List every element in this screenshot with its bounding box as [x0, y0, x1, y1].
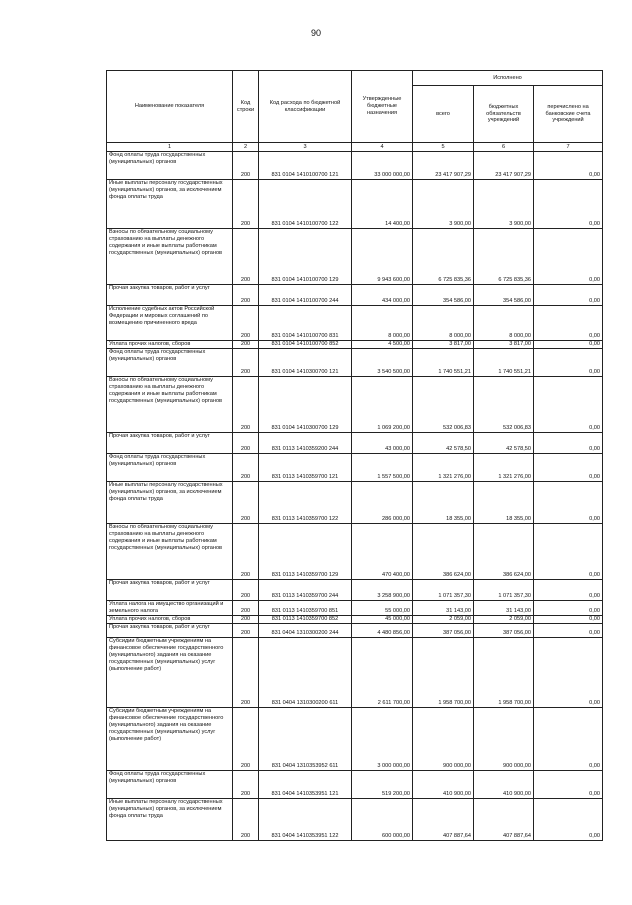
- row-approved-amount: 4 480 856,00: [352, 623, 413, 637]
- row-expense-code: 831 0104 1410100700 121: [259, 152, 352, 180]
- row-expense-code: 831 0113 1410359700 129: [259, 523, 352, 579]
- row-executed-bank-transfers: 0,00: [534, 453, 603, 481]
- row-expense-code: 831 0104 1410300700 121: [259, 348, 352, 376]
- table-row: [107, 453, 603, 481]
- row-executed-total: 23 417 907,29: [413, 152, 474, 180]
- row-expense-code: 831 0104 1410100700 244: [259, 285, 352, 306]
- table-row: [107, 637, 603, 707]
- row-executed-bank-transfers: 0,00: [534, 376, 603, 432]
- row-approved-amount: 470 400,00: [352, 523, 413, 579]
- table-row: [107, 152, 603, 180]
- row-line-code: 200: [233, 453, 259, 481]
- row-line-code: 200: [233, 306, 259, 341]
- row-name: Уплата прочих налогов, сборов: [107, 341, 233, 349]
- row-executed-total: 31 143,00: [413, 600, 474, 615]
- row-executed-obligations: 2 059,00: [474, 615, 534, 623]
- column-number: 7: [534, 143, 603, 152]
- row-name: Фонд оплаты труда государственных (муниципальных) органов: [107, 453, 233, 481]
- row-name: Прочая закупка товаров, работ и услуг: [107, 623, 233, 637]
- row-name: Фонд оплаты труда государственных (муниципальных) органов: [107, 152, 233, 180]
- table-row: [107, 523, 603, 579]
- row-executed-total: 532 006,83: [413, 376, 474, 432]
- column-number: 2: [233, 143, 259, 152]
- row-expense-code: 831 0104 1410100700 831: [259, 306, 352, 341]
- row-line-code: 200: [233, 579, 259, 600]
- row-name: Прочая закупка товаров, работ и услуг: [107, 579, 233, 600]
- row-executed-bank-transfers: 0,00: [534, 523, 603, 579]
- row-executed-total: 410 900,00: [413, 770, 474, 798]
- row-approved-amount: 1 557 500,00: [352, 453, 413, 481]
- row-executed-bank-transfers: 0,00: [534, 229, 603, 285]
- row-executed-obligations: 354 586,00: [474, 285, 534, 306]
- row-expense-code: 831 0113 1410359700 122: [259, 481, 352, 523]
- row-expense-code: 831 0104 1410100700 129: [259, 229, 352, 285]
- row-executed-bank-transfers: 0,00: [534, 637, 603, 707]
- row-executed-total: 900 000,00: [413, 707, 474, 770]
- row-name: Фонд оплаты труда государственных (муниципальных) органов: [107, 348, 233, 376]
- row-executed-bank-transfers: 0,00: [534, 798, 603, 840]
- row-executed-obligations: 3 817,00: [474, 341, 534, 349]
- row-line-code: 200: [233, 770, 259, 798]
- row-executed-total: 1 071 357,30: [413, 579, 474, 600]
- row-approved-amount: 3 000 000,00: [352, 707, 413, 770]
- row-executed-bank-transfers: 0,00: [534, 341, 603, 349]
- header-budget-obligations: бюджетных обязательств учреждений: [474, 86, 534, 143]
- row-line-code: 200: [233, 348, 259, 376]
- page-number: 90: [310, 28, 321, 38]
- row-executed-bank-transfers: 0,00: [534, 306, 603, 341]
- row-line-code: 200: [233, 637, 259, 707]
- row-approved-amount: 8 000,00: [352, 306, 413, 341]
- table-row: [107, 432, 603, 453]
- row-line-code: 200: [233, 615, 259, 623]
- row-name: Субсидии бюджетным учреждениям на финансовое обеспечение государственного (муниципального) задания на оказание государственных (муниципальных) услуг (выполнение работ): [107, 637, 233, 707]
- row-executed-bank-transfers: 0,00: [534, 770, 603, 798]
- row-approved-amount: 33 000 000,00: [352, 152, 413, 180]
- column-number: 3: [259, 143, 352, 152]
- row-approved-amount: 55 000,00: [352, 600, 413, 615]
- table-row: [107, 615, 603, 623]
- row-executed-total: 3 817,00: [413, 341, 474, 349]
- row-name: Уплата прочих налогов, сборов: [107, 615, 233, 623]
- row-executed-total: 386 624,00: [413, 523, 474, 579]
- row-approved-amount: 1 069 200,00: [352, 376, 413, 432]
- table-row: [107, 798, 603, 840]
- row-executed-bank-transfers: 0,00: [534, 285, 603, 306]
- row-approved-amount: 3 258 900,00: [352, 579, 413, 600]
- row-executed-total: 354 586,00: [413, 285, 474, 306]
- table-row: [107, 579, 603, 600]
- row-approved-amount: 4 500,00: [352, 341, 413, 349]
- row-approved-amount: 43 000,00: [352, 432, 413, 453]
- row-name: Субсидии бюджетным учреждениям на финансовое обеспечение государственного (муниципального) задания на оказание государственных (муниципальных) услуг (выполнение работ): [107, 707, 233, 770]
- row-executed-total: 6 725 835,36: [413, 229, 474, 285]
- row-expense-code: 831 0104 1410100700 122: [259, 180, 352, 229]
- row-executed-obligations: 6 725 835,36: [474, 229, 534, 285]
- row-name: Взносы по обязательному социальному страхованию на выплаты денежного содержания и иные выплаты работникам государственных (муниципальных) органов: [107, 376, 233, 432]
- row-executed-obligations: 3 900,00: [474, 180, 534, 229]
- row-expense-code: 831 0404 1310353952 611: [259, 707, 352, 770]
- row-approved-amount: 45 000,00: [352, 615, 413, 623]
- row-line-code: 200: [233, 376, 259, 432]
- table-row: [107, 180, 603, 229]
- row-name: Взносы по обязательному социальному страхованию на выплаты денежного содержания и иные выплаты работникам государственных (муниципальных) органов: [107, 229, 233, 285]
- row-executed-bank-transfers: 0,00: [534, 481, 603, 523]
- row-executed-obligations: 900 000,00: [474, 707, 534, 770]
- row-expense-code: 831 0113 1410359700 244: [259, 579, 352, 600]
- row-executed-obligations: 386 624,00: [474, 523, 534, 579]
- table-row: [107, 376, 603, 432]
- header-total: всего: [413, 86, 474, 143]
- row-executed-bank-transfers: 0,00: [534, 615, 603, 623]
- row-approved-amount: 9 943 600,00: [352, 229, 413, 285]
- row-line-code: 200: [233, 229, 259, 285]
- row-name: Прочая закупка товаров, работ и услуг: [107, 432, 233, 453]
- row-executed-total: 387 056,00: [413, 623, 474, 637]
- header-name: Наименование показателя: [107, 71, 233, 143]
- row-expense-code: 831 0113 1410359700 852: [259, 615, 352, 623]
- row-line-code: 200: [233, 152, 259, 180]
- row-executed-total: 18 355,00: [413, 481, 474, 523]
- table-row: [107, 600, 603, 615]
- column-number: 5: [413, 143, 474, 152]
- table-row: [107, 306, 603, 341]
- row-executed-total: 8 000,00: [413, 306, 474, 341]
- table-row: [107, 285, 603, 306]
- row-name: Иные выплаты персоналу государственных (муниципальных) органов, за исключением фонда оплаты труда: [107, 798, 233, 840]
- row-executed-total: 42 578,50: [413, 432, 474, 453]
- row-executed-bank-transfers: 0,00: [534, 600, 603, 615]
- row-approved-amount: 14 400,00: [352, 180, 413, 229]
- row-name: Исполнение судебных актов Российской Федерации и мировых соглашений по возмещению причиненного вреда: [107, 306, 233, 341]
- row-approved-amount: 434 000,00: [352, 285, 413, 306]
- row-executed-obligations: 407 887,64: [474, 798, 534, 840]
- row-expense-code: 831 0104 1410300700 129: [259, 376, 352, 432]
- row-executed-total: 1 321 276,00: [413, 453, 474, 481]
- header-bank-transfers: перечислено на банковские счета учреждений: [534, 86, 603, 143]
- row-expense-code: 831 0404 1310300200 611: [259, 637, 352, 707]
- table-row: [107, 707, 603, 770]
- row-line-code: 200: [233, 341, 259, 349]
- row-executed-total: 1 958 700,00: [413, 637, 474, 707]
- column-number: 6: [474, 143, 534, 152]
- row-name: Уплата налога на имущество организаций и земельного налога: [107, 600, 233, 615]
- row-executed-obligations: 42 578,50: [474, 432, 534, 453]
- row-expense-code: 831 0404 1310300200 244: [259, 623, 352, 637]
- row-name: Иные выплаты персоналу государственных (муниципальных) органов, за исключением фонда оплаты труда: [107, 180, 233, 229]
- budget-execution-table: [106, 70, 603, 841]
- header-expense-code: Код расхода по бюджетной классификации: [259, 71, 352, 143]
- table-row: [107, 341, 603, 349]
- row-executed-bank-transfers: 0,00: [534, 579, 603, 600]
- row-executed-obligations: 1 321 276,00: [474, 453, 534, 481]
- row-executed-obligations: 410 900,00: [474, 770, 534, 798]
- row-approved-amount: 600 000,00: [352, 798, 413, 840]
- row-executed-bank-transfers: 0,00: [534, 348, 603, 376]
- row-executed-bank-transfers: 0,00: [534, 152, 603, 180]
- row-executed-obligations: 1 071 357,30: [474, 579, 534, 600]
- row-expense-code: 831 0404 1410353951 121: [259, 770, 352, 798]
- row-executed-obligations: 532 006,83: [474, 376, 534, 432]
- table-row: [107, 623, 603, 637]
- table-row: [107, 770, 603, 798]
- row-executed-total: 1 740 551,21: [413, 348, 474, 376]
- row-executed-obligations: 1 740 551,21: [474, 348, 534, 376]
- row-executed-bank-transfers: 0,00: [534, 180, 603, 229]
- row-executed-bank-transfers: 0,00: [534, 707, 603, 770]
- column-number: 1: [107, 143, 233, 152]
- row-executed-obligations: 18 355,00: [474, 481, 534, 523]
- row-executed-total: 2 059,00: [413, 615, 474, 623]
- row-approved-amount: 3 540 500,00: [352, 348, 413, 376]
- row-line-code: 200: [233, 600, 259, 615]
- row-executed-obligations: 23 417 907,29: [474, 152, 534, 180]
- row-line-code: 200: [233, 285, 259, 306]
- row-approved-amount: 519 200,00: [352, 770, 413, 798]
- table-row: [107, 481, 603, 523]
- header-approved: Утвержденные бюджетные назначения: [352, 71, 413, 143]
- row-approved-amount: 2 611 700,00: [352, 637, 413, 707]
- row-name: Иные выплаты персоналу государственных (муниципальных) органов, за исключением фонда оплаты труда: [107, 481, 233, 523]
- row-line-code: 200: [233, 180, 259, 229]
- row-line-code: 200: [233, 523, 259, 579]
- row-executed-bank-transfers: 0,00: [534, 432, 603, 453]
- row-line-code: 200: [233, 707, 259, 770]
- row-expense-code: 831 0113 1410359200 244: [259, 432, 352, 453]
- row-expense-code: 831 0104 1410100700 852: [259, 341, 352, 349]
- row-line-code: 200: [233, 623, 259, 637]
- row-expense-code: 831 0404 1410353951 122: [259, 798, 352, 840]
- row-line-code: 200: [233, 432, 259, 453]
- header-executed: Исполнено: [413, 71, 603, 86]
- row-line-code: 200: [233, 798, 259, 840]
- header-line-code: Код строки: [233, 71, 259, 143]
- row-executed-obligations: 8 000,00: [474, 306, 534, 341]
- row-executed-bank-transfers: 0,00: [534, 623, 603, 637]
- row-executed-obligations: 1 958 700,00: [474, 637, 534, 707]
- table-row: [107, 229, 603, 285]
- row-line-code: 200: [233, 481, 259, 523]
- row-expense-code: 831 0113 1410359700 121: [259, 453, 352, 481]
- row-executed-obligations: 387 056,00: [474, 623, 534, 637]
- row-name: Фонд оплаты труда государственных (муниципальных) органов: [107, 770, 233, 798]
- column-number: 4: [352, 143, 413, 152]
- row-expense-code: 831 0113 1410359700 851: [259, 600, 352, 615]
- row-executed-total: 3 900,00: [413, 180, 474, 229]
- row-name: Прочая закупка товаров, работ и услуг: [107, 285, 233, 306]
- row-name: Взносы по обязательному социальному страхованию на выплаты денежного содержания и иные выплаты работникам государственных (муниципальных) органов: [107, 523, 233, 579]
- row-executed-total: 407 887,64: [413, 798, 474, 840]
- table-row: [107, 348, 603, 376]
- row-executed-obligations: 31 143,00: [474, 600, 534, 615]
- row-approved-amount: 286 000,00: [352, 481, 413, 523]
